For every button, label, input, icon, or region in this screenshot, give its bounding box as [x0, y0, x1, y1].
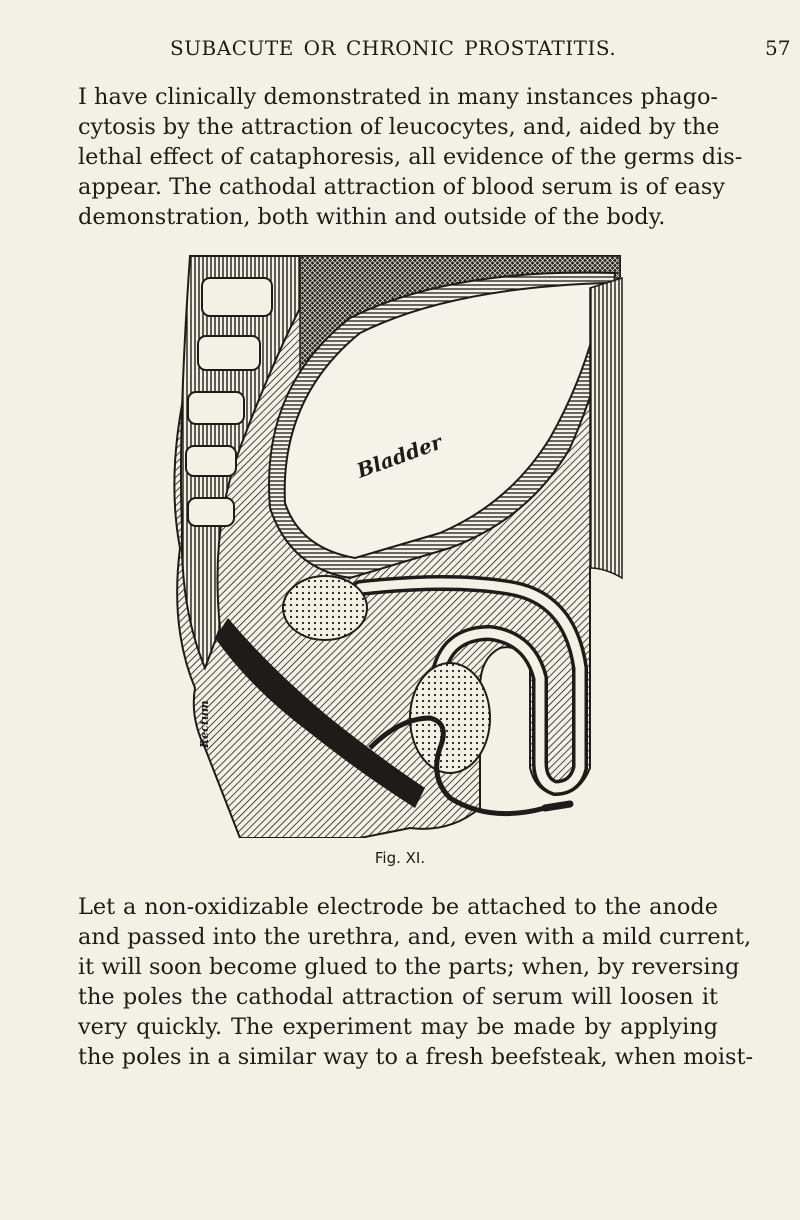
paragraph-1-line: appear. The cathodal attraction of blood serum is of easy — [78, 174, 726, 200]
vertebra — [188, 498, 234, 526]
prostate — [283, 576, 367, 640]
running-title: SUBACUTE OR CHRONIC PROSTATITIS. — [170, 36, 617, 60]
figure-caption: Fig. XI. — [374, 849, 426, 867]
paragraph-1-line: I have clinically demonstrated in many instances phago- — [78, 84, 718, 110]
anatomical-figure — [150, 248, 630, 838]
page-number: 57 — [765, 36, 791, 60]
running-head — [0, 36, 800, 66]
abdominal-wall — [590, 278, 622, 578]
vertebra — [186, 446, 236, 476]
paragraph-1-line: cytosis by the attraction of leucocytes, and, aided by the — [78, 114, 720, 140]
vertebra — [198, 336, 260, 370]
paragraph-2-line: it will soon become glued to the parts; when, by reversing — [78, 954, 740, 980]
rectum-label: Rectum — [198, 700, 211, 748]
paragraph-2-line: the poles in a similar way to a fresh beefsteak, when moist- — [78, 1044, 754, 1070]
paragraph-1-line: demonstration, both within and outside of the body. — [78, 204, 666, 230]
paragraph-2-line: Let a non-oxidizable electrode be attached to the anode — [78, 894, 718, 920]
paragraph-1 — [78, 82, 743, 232]
paragraph-2-line: the poles the cathodal attraction of serum will loosen it — [78, 984, 718, 1010]
vertebra — [188, 392, 244, 424]
paragraph-2-line: and passed into the urethra, and, even with a mild current, — [78, 924, 752, 950]
bladder-label: Bladder — [353, 429, 446, 483]
paragraph-1-line: lethal effect of cataphoresis, all evidence of the germs dis- — [78, 144, 743, 170]
sagittal-section-illustration — [150, 248, 630, 838]
vertebra — [202, 278, 272, 316]
electrode-tip — [545, 804, 570, 808]
paragraph-2-line: very quickly. The experiment may be made by applying — [78, 1014, 718, 1040]
paragraph-2 — [78, 892, 754, 1072]
